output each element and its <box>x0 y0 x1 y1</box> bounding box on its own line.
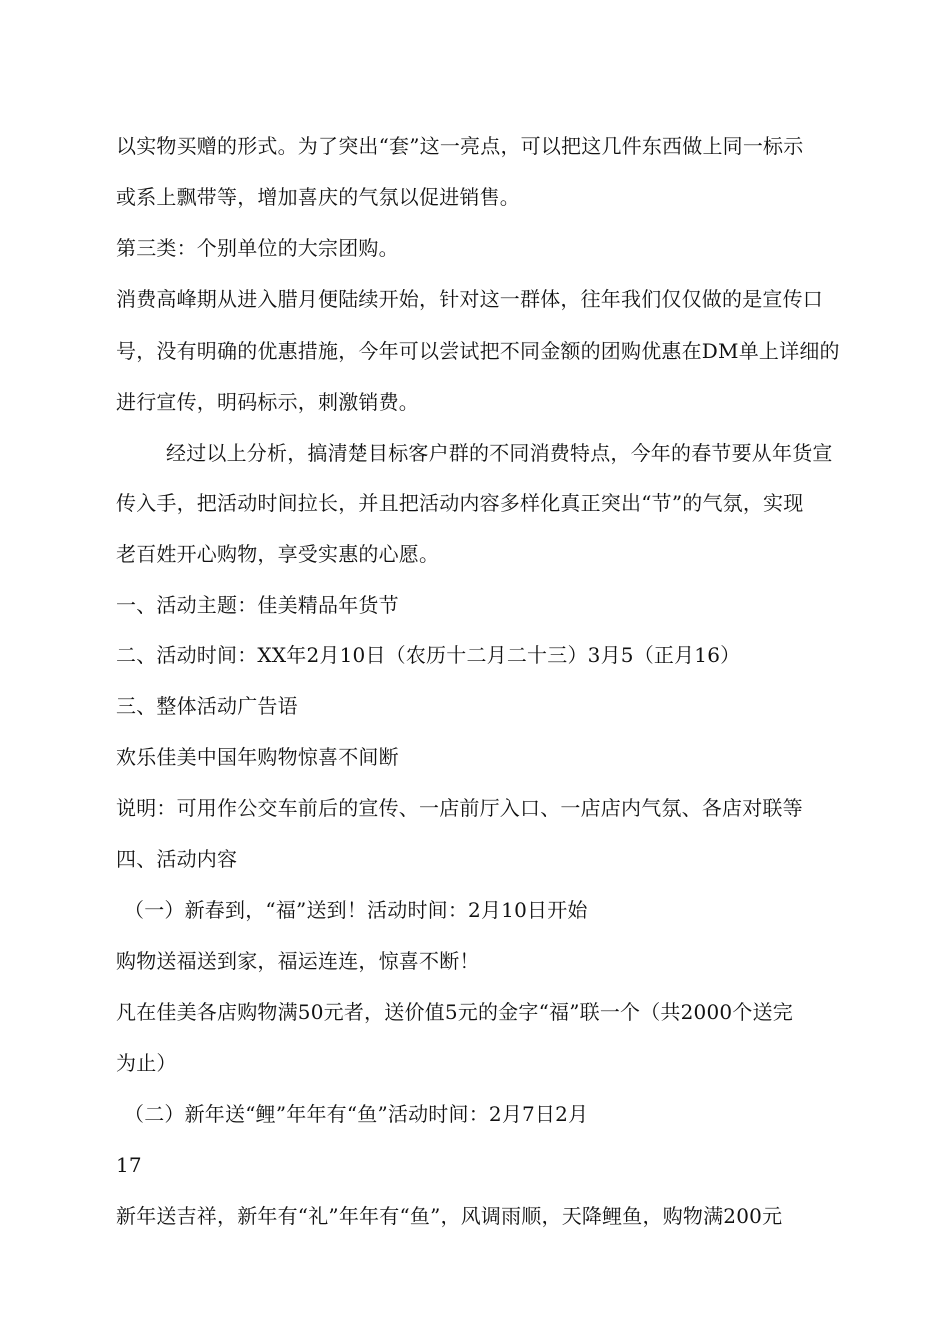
paragraph-line: 17 <box>116 1153 142 1177</box>
paragraph-line: 为止） <box>116 1051 177 1075</box>
paragraph-line: 老百姓开心购物，享受实惠的心愿。 <box>116 542 440 566</box>
paragraph-line: 欢乐佳美中国年购物惊喜不间断 <box>116 745 399 769</box>
paragraph-line: 以实物买赠的形式。为了突出“套”这一亮点，可以把这几件东西做上同一标示 <box>116 134 804 158</box>
section-heading: 三、整体活动广告语 <box>116 694 298 718</box>
paragraph-line: 传入手，把活动时间拉长，并且把活动内容多样化真正突出“节”的气氛，实现 <box>116 491 804 515</box>
section-heading: 四、活动内容 <box>116 847 238 871</box>
section-heading: 第三类：个别单位的大宗团购。 <box>116 236 399 260</box>
paragraph-line: 或系上飘带等，增加喜庆的气氛以促进销售。 <box>116 185 520 209</box>
paragraph-line: 凡在佳美各店购物满50元者，送价值5元的金字“福”联一个（共2000个送完 <box>116 1000 793 1024</box>
paragraph-line: 购物送福送到家，福运连连，惊喜不断！ <box>116 949 480 973</box>
subsection-heading: （二）新年送“鲤”年年有“鱼”活动时间：2月7日2月 <box>124 1102 589 1126</box>
paragraph-line: 新年送吉祥，新年有“礼”年年有“鱼”，风调雨顺，天降鲤鱼，购物满200元 <box>116 1204 783 1228</box>
section-heading: 二、活动时间：XX年2月10日（农历十二月二十三）3月5（正月16） <box>116 643 741 667</box>
paragraph-line: 进行宣传，明码标示，刺激销费。 <box>116 390 419 414</box>
paragraph-line: 号，没有明确的优惠措施，今年可以尝试把不同金额的团购优惠在DM单上详细的 <box>116 339 840 363</box>
paragraph-line: 消费高峰期从进入腊月便陆续开始，针对这一群体，往年我们仅仅做的是宣传口 <box>116 287 823 311</box>
paragraph-line: 说明：可用作公交车前后的宣传、一店前厅入口、一店店内气氛、各店对联等 <box>116 796 803 820</box>
subsection-heading: （一）新春到，“福”送到！活动时间：2月10日开始 <box>124 898 588 922</box>
section-heading: 一、活动主题：佳美精品年货节 <box>116 593 399 617</box>
paragraph-line: 经过以上分析，搞清楚目标客户群的不同消费特点，今年的春节要从年货宣 <box>166 441 833 465</box>
